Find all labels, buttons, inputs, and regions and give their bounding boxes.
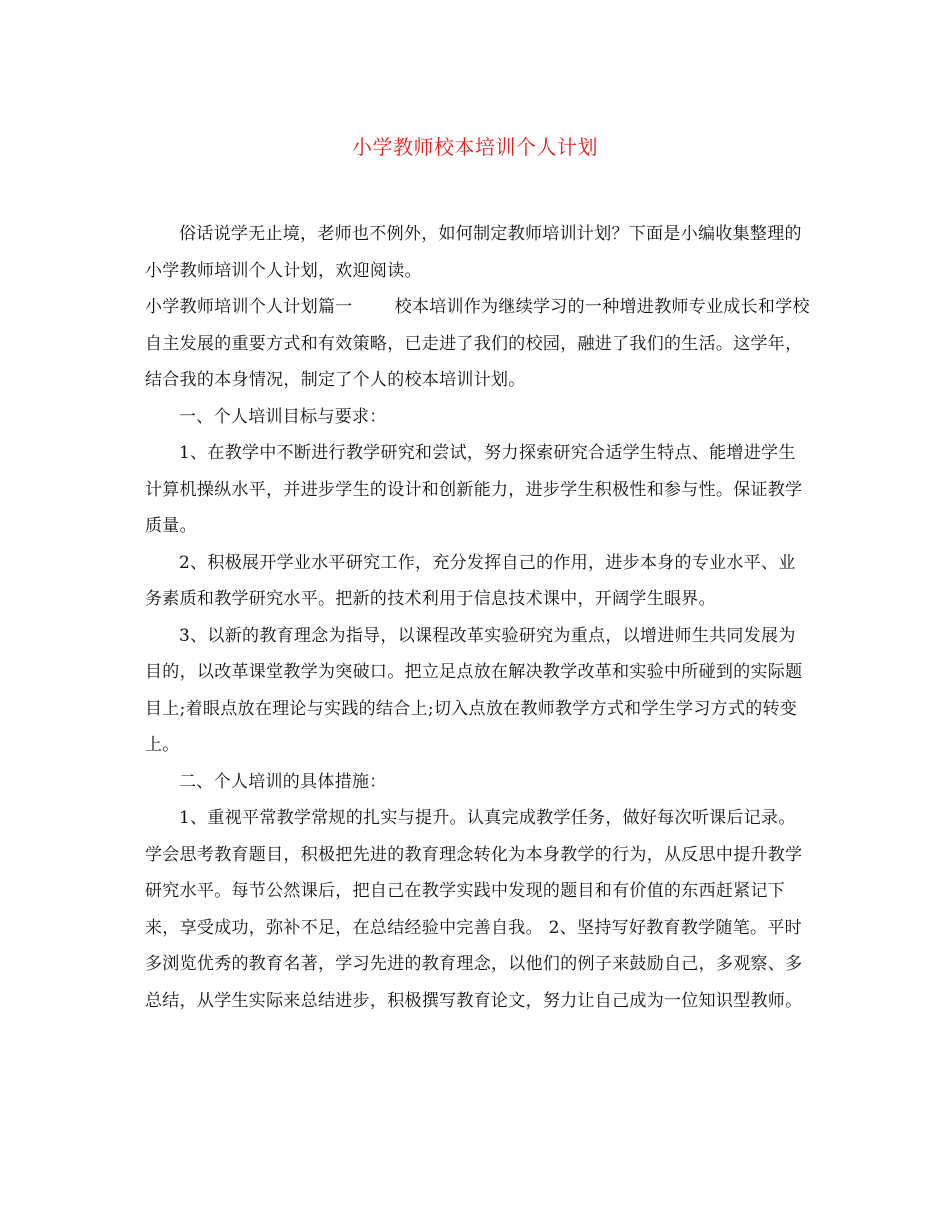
paragraph-measure-1: 1、重视平常教学常规的扎实与提升。认真完成教学任务，做好每次听课后记录。学会思考教育题目，积极把先进的教育理念转化为本身教学的行为，从反思中提升教学研究水平。每节公然课后，把自己在教学实践中发现的题目和有价值的东西赶紧记下来，享受成功，弥补不足，在总结经验中完善自我。 2、坚持写好教育教学随笔。平时多浏览优秀的教育名著，学习先进的教育理念，以他们的例子来鼓励自己，多观察、多总结，从学生实际来总结进步，积极撰写教育论文，努力让自己成为一位知识型教师。 xyxy=(145,808,803,1011)
paragraph-goals-heading: 一、个人培训目标与要求： xyxy=(179,406,387,427)
paragraph-measures-heading: 二、个人培训的具体措施： xyxy=(179,771,387,792)
paragraph-goal-1: 1、在教学中不断进行教学研究和尝试，努力探索研究合适学生特点、能增进学生计算机操纵水平，并进步学生的设计和创新能力，进步学生积极性和参与性。保证教学质量。 xyxy=(145,443,803,536)
paragraph-goal-2: 2、积极展开学业水平研究工作，充分发挥自己的作用，进步本身的专业水平、业务素质和教学研究水平。把新的技术利用于信息技术课中，开阔学生眼界。 xyxy=(145,552,796,609)
document-title: 小学教师校本培训个人计划 xyxy=(352,135,598,159)
paragraph-goal-3: 3、以新的教育理念为指导，以课程改革实验研究为重点，以增进师生共同发展为目的，以改革课堂教学为突破口。把立足点放在解决教学改革和实验中所碰到的实际题目上;着眼点放在理论与实践的结合上;切入点放在教师教学方式和学生学习方式的转变上。 xyxy=(145,625,803,755)
section-heading: 小学教师培训个人计划篇一 xyxy=(145,297,353,317)
paragraph-section-one xyxy=(145,289,810,399)
section-one-text: 校本培训作为继续学习的一种增进教师专业成长和学校自主发展的重要方式和有效策略，已走进了我们的校园，融进了我们的生活。这学年，结合我的本身情况，制定了个人的校本培训计划。 xyxy=(145,297,810,390)
paragraph-intro: 俗话说学无止境，老师也不例外，如何制定教师培训计划？下面是小编收集整理的小学教师培训个人计划，欢迎阅读。 xyxy=(145,224,802,281)
document-body xyxy=(145,216,810,1019)
